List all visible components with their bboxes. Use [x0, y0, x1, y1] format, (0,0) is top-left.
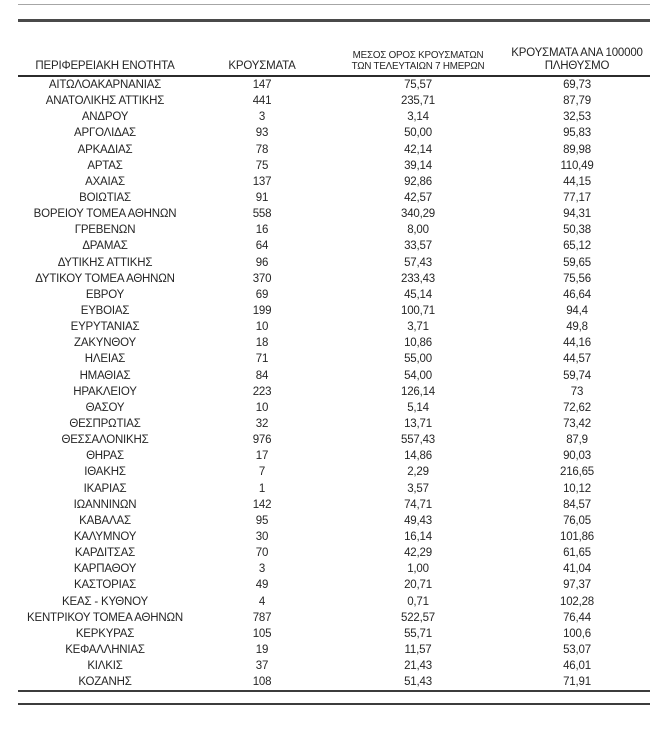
cases-cell: 199	[252, 305, 272, 318]
cases-cell: 75	[255, 159, 269, 172]
avg-7day-cell: 14,86	[404, 450, 432, 463]
cases-cell: 10	[255, 401, 269, 414]
avg-7day-cell: 51,43	[404, 676, 432, 689]
cases-cell: 4	[258, 595, 266, 608]
region-name-cell: ΚΑΣΤΟΡΙΑΣ	[73, 579, 137, 592]
per-100k-cell: 94,31	[563, 208, 591, 221]
avg-7day-cell: 100,71	[401, 305, 435, 318]
avg-7day-cell: 340,29	[401, 208, 435, 221]
table-row	[18, 432, 650, 448]
avg-7day-cell: 55,00	[404, 353, 432, 366]
region-name-cell: ΒΟΙΩΤΙΑΣ	[79, 192, 131, 205]
cases-cell: 49	[255, 579, 269, 592]
cases-cell: 976	[252, 434, 272, 447]
region-name-cell: ΘΑΣΟΥ	[85, 401, 125, 414]
table-row	[18, 335, 650, 351]
table-row	[18, 577, 650, 593]
cases-cell: 30	[255, 531, 269, 543]
avg-7day-cell: 11,57	[404, 643, 432, 656]
region-name-cell: ΙΩΑΝΝΙΝΩΝ	[73, 498, 137, 511]
per-100k-cell: 90,03	[563, 450, 591, 463]
avg-7day-cell: 54,00	[404, 369, 432, 382]
region-name-cell: ΚΑΛΥΜΝΟΥ	[73, 531, 137, 543]
per-100k-cell: 71,91	[563, 676, 591, 689]
cases-cell: 37	[255, 660, 269, 673]
table-row	[18, 174, 650, 190]
region-name-cell: ΙΚΑΡΙΑΣ	[83, 482, 127, 495]
cases-cell: 18	[255, 337, 269, 350]
avg-7day-cell: 3,14	[407, 111, 429, 124]
per-100k-cell: 75,56	[563, 272, 591, 285]
per-100k-cell: 46,01	[563, 660, 591, 673]
per-100k-cell: 59,65	[563, 256, 591, 269]
region-name-cell: ΚΙΛΚΙΣ	[87, 660, 123, 673]
region-name-cell: ΒΟΡΕΙΟΥ ΤΟΜΕΑ ΑΘΗΝΩΝ	[33, 208, 177, 221]
per-100k-cell: 100,6	[563, 627, 591, 640]
region-name-cell: ΑΧΑΪΑΣ	[85, 175, 125, 188]
cases-by-region-table	[18, 22, 650, 705]
avg-7day-cell: 50,00	[404, 127, 432, 140]
table-row	[18, 77, 650, 93]
table-row	[18, 109, 650, 125]
per-100k-cell: 44,16	[563, 337, 591, 350]
avg-7day-cell: 16,14	[404, 531, 432, 543]
header-region-label: ΠΕΡΙΦΕΡΕΙΑΚΗ ΕΝΟΤΗΤΑ	[35, 60, 175, 73]
per-100k-cell: 59,74	[563, 369, 591, 382]
avg-7day-cell: 33,57	[404, 240, 432, 253]
cases-cell: 19	[255, 643, 269, 656]
table-row	[18, 190, 650, 206]
bottom-rule	[18, 703, 650, 705]
per-100k-cell: 61,65	[563, 547, 591, 560]
table-row	[18, 125, 650, 141]
table-row	[18, 93, 650, 109]
region-name-cell: ΖΑΚΥΝΘΟΥ	[74, 337, 136, 350]
header-per-100k	[504, 47, 650, 73]
per-100k-cell: 69,73	[563, 79, 591, 92]
region-name-cell: ΕΥΡΥΤΑΝΙΑΣ	[70, 321, 140, 334]
per-100k-cell: 46,64	[563, 288, 591, 301]
cases-cell: 64	[255, 240, 269, 253]
avg-7day-cell: 1,00	[407, 563, 429, 576]
table-row	[18, 142, 650, 158]
table-row	[18, 513, 650, 529]
cases-cell: 10	[255, 321, 269, 334]
region-name-cell: ΚΕΝΤΡΙΚΟΥ ΤΟΜΕΑ ΑΘΗΝΩΝ	[27, 611, 183, 624]
table-row	[18, 561, 650, 577]
cases-cell: 71	[255, 353, 269, 366]
cases-cell: 787	[252, 611, 272, 624]
cases-cell: 142	[252, 498, 272, 511]
cases-cell: 105	[252, 627, 272, 640]
region-name-cell: ΓΡΕΒΕΝΩΝ	[74, 224, 136, 237]
region-name-cell: ΑΙΤΩΛΟΑΚΑΡΝΑΝΙΑΣ	[48, 79, 162, 92]
table-row	[18, 448, 650, 464]
table-row	[18, 416, 650, 432]
per-100k-cell: 76,44	[563, 611, 591, 624]
table-body	[18, 77, 650, 692]
table-row	[18, 255, 650, 271]
cases-cell: 1	[258, 482, 266, 495]
per-100k-cell: 65,12	[563, 240, 591, 253]
header-region	[18, 60, 192, 73]
avg-7day-cell: 49,43	[404, 514, 432, 527]
table-row	[18, 642, 650, 658]
table-row	[18, 481, 650, 497]
region-name-cell: ΘΗΡΑΣ	[86, 450, 124, 463]
per-100k-cell: 44,15	[563, 175, 591, 188]
avg-7day-cell: 92,86	[404, 175, 432, 188]
table-row	[18, 206, 650, 222]
per-100k-cell: 44,57	[563, 353, 591, 366]
region-name-cell: ΑΡΓΟΛΙΔΑΣ	[74, 127, 136, 140]
table-row	[18, 529, 650, 545]
cases-cell: 78	[255, 143, 269, 156]
per-100k-cell: 110,49	[560, 159, 594, 172]
table-row	[18, 464, 650, 480]
region-name-cell: ΚΑΒΑΛΑΣ	[79, 514, 131, 527]
avg-7day-cell: 233,43	[401, 272, 435, 285]
header-per-100k-line1: ΚΡΟΥΣΜΑΤΑ ΑΝΑ 100000	[511, 47, 643, 60]
region-name-cell: ΗΛΕΙΑΣ	[84, 353, 126, 366]
cases-cell: 17	[255, 450, 269, 463]
cases-cell: 370	[252, 272, 272, 285]
per-100k-cell: 76,05	[563, 514, 591, 527]
per-100k-cell: 73	[570, 385, 584, 398]
region-name-cell: ΑΝΔΡΟΥ	[81, 111, 129, 124]
cases-cell: 32	[255, 418, 269, 431]
cases-cell: 558	[252, 208, 272, 221]
avg-7day-cell: 55,71	[404, 627, 432, 640]
avg-7day-cell: 42,57	[404, 192, 432, 205]
cases-cell: 147	[252, 79, 272, 92]
cases-cell: 137	[252, 175, 272, 188]
per-100k-cell: 87,9	[566, 434, 588, 447]
table-row	[18, 626, 650, 642]
table-row	[18, 658, 650, 674]
avg-7day-cell: 8,00	[407, 224, 429, 237]
avg-7day-cell: 13,71	[404, 418, 432, 431]
per-100k-cell: 95,83	[563, 127, 591, 140]
per-100k-cell: 77,17	[563, 192, 591, 205]
region-name-cell: ΘΕΣΣΑΛΟΝΙΚΗΣ	[61, 434, 149, 447]
cases-cell: 3	[258, 111, 266, 124]
region-name-cell: ΑΡΚΑΔΙΑΣ	[77, 143, 133, 156]
avg-7day-cell: 522,57	[401, 611, 435, 624]
cases-cell: 70	[255, 547, 269, 560]
per-100k-cell: 216,65	[560, 466, 594, 479]
avg-7day-cell: 3,71	[407, 321, 429, 334]
per-100k-cell: 101,86	[560, 531, 594, 543]
avg-7day-cell: 57,43	[404, 256, 432, 269]
avg-7day-cell: 42,29	[404, 547, 432, 560]
header-cases	[192, 60, 332, 73]
avg-7day-cell: 2,29	[407, 466, 429, 479]
table-row	[18, 400, 650, 416]
avg-7day-cell: 3,57	[407, 482, 429, 495]
per-100k-cell: 102,28	[560, 595, 594, 608]
cases-cell: 69	[255, 288, 269, 301]
cases-cell: 7	[258, 466, 266, 479]
per-100k-cell: 49,8	[566, 321, 588, 334]
table-row	[18, 545, 650, 561]
table-row	[18, 384, 650, 400]
avg-7day-cell: 10,86	[404, 337, 432, 350]
per-100k-cell: 73,42	[563, 418, 591, 431]
cases-cell: 91	[255, 192, 269, 205]
cases-cell: 441	[252, 95, 272, 108]
header-avg-7day-line2: ΤΩΝ ΤΕΛΕΥΤΑΙΩΝ 7 ΗΜΕΡΩΝ	[351, 61, 485, 73]
table-row	[18, 351, 650, 367]
table-row	[18, 610, 650, 626]
table-row	[18, 319, 650, 335]
per-100k-cell: 87,79	[563, 95, 591, 108]
table-row	[18, 271, 650, 287]
header-avg-7day	[332, 51, 504, 73]
region-name-cell: ΗΡΑΚΛΕΙΟΥ	[73, 385, 137, 398]
region-name-cell: ΙΘΑΚΗΣ	[84, 466, 126, 479]
cases-cell: 3	[258, 563, 266, 576]
avg-7day-cell: 21,43	[404, 660, 432, 673]
table-header-row	[18, 22, 650, 77]
per-100k-cell: 84,57	[563, 498, 591, 511]
table-row	[18, 368, 650, 384]
region-name-cell: ΚΕΡΚΥΡΑΣ	[75, 627, 135, 640]
per-100k-cell: 72,62	[563, 401, 591, 414]
cases-cell: 96	[255, 256, 269, 269]
cases-cell: 16	[255, 224, 269, 237]
avg-7day-cell: 75,57	[404, 79, 432, 92]
avg-7day-cell: 20,71	[404, 579, 432, 592]
region-name-cell: ΚΕΦΑΛΛΗΝΙΑΣ	[65, 643, 145, 656]
avg-7day-cell: 0,71	[407, 595, 429, 608]
region-name-cell: ΗΜΑΘΙΑΣ	[79, 369, 131, 382]
per-100k-cell: 97,37	[563, 579, 591, 592]
region-name-cell: ΚΑΡΔΙΤΣΑΣ	[74, 547, 136, 560]
per-100k-cell: 94,4	[566, 305, 588, 318]
avg-7day-cell: 39,14	[404, 159, 432, 172]
table-row	[18, 287, 650, 303]
per-100k-cell: 32,53	[563, 111, 591, 124]
region-name-cell: ΘΕΣΠΡΩΤΙΑΣ	[69, 418, 141, 431]
table-row	[18, 238, 650, 254]
table-row	[18, 594, 650, 610]
per-100k-cell: 53,07	[563, 643, 591, 656]
per-100k-cell: 89,98	[563, 143, 591, 156]
region-name-cell: ΔΥΤΙΚΟΥ ΤΟΜΕΑ ΑΘΗΝΩΝ	[35, 272, 175, 285]
table-row	[18, 497, 650, 513]
region-name-cell: ΚΟΖΑΝΗΣ	[78, 676, 132, 689]
cases-cell: 95	[255, 514, 269, 527]
per-100k-cell: 50,38	[563, 224, 591, 237]
table-row	[18, 303, 650, 319]
region-name-cell: ΚΑΡΠΑΘΟΥ	[73, 563, 137, 576]
cases-cell: 223	[252, 385, 272, 398]
region-name-cell: ΔΡΑΜΑΣ	[82, 240, 128, 253]
header-cases-label: ΚΡΟΥΣΜΑΤΑ	[228, 60, 296, 73]
header-per-100k-line2: ΠΛΗΘΥΣΜΟ	[544, 60, 610, 73]
region-name-cell: ΑΡΤΑΣ	[87, 159, 123, 172]
region-name-cell: ΕΒΡΟΥ	[85, 288, 125, 301]
region-name-cell: ΑΝΑΤΟΛΙΚΗΣ ΑΤΤΙΚΗΣ	[45, 95, 165, 108]
per-100k-cell: 41,04	[563, 563, 591, 576]
avg-7day-cell: 74,71	[404, 498, 432, 511]
cases-cell: 108	[252, 676, 272, 689]
table-row	[18, 674, 650, 690]
header-avg-7day-line1: ΜΕΣΟΣ ΟΡΟΣ ΚΡΟΥΣΜΑΤΩΝ	[352, 50, 484, 62]
table-row	[18, 158, 650, 174]
region-name-cell: ΔΥΤΙΚΗΣ ΑΤΤΙΚΗΣ	[57, 256, 153, 269]
avg-7day-cell: 45,14	[404, 288, 432, 301]
region-name-cell: ΕΥΒΟΙΑΣ	[80, 305, 130, 318]
region-name-cell: ΚΕΑΣ - ΚΥΘΝΟΥ	[62, 595, 148, 608]
avg-7day-cell: 5,14	[407, 401, 429, 414]
cases-cell: 93	[255, 127, 269, 140]
avg-7day-cell: 42,14	[404, 143, 432, 156]
per-100k-cell: 10,12	[563, 482, 591, 495]
top-thin-rule	[18, 4, 650, 5]
table-row	[18, 222, 650, 238]
cases-cell: 84	[255, 369, 269, 382]
avg-7day-cell: 557,43	[401, 434, 435, 447]
avg-7day-cell: 235,71	[401, 95, 435, 108]
avg-7day-cell: 126,14	[401, 385, 435, 398]
